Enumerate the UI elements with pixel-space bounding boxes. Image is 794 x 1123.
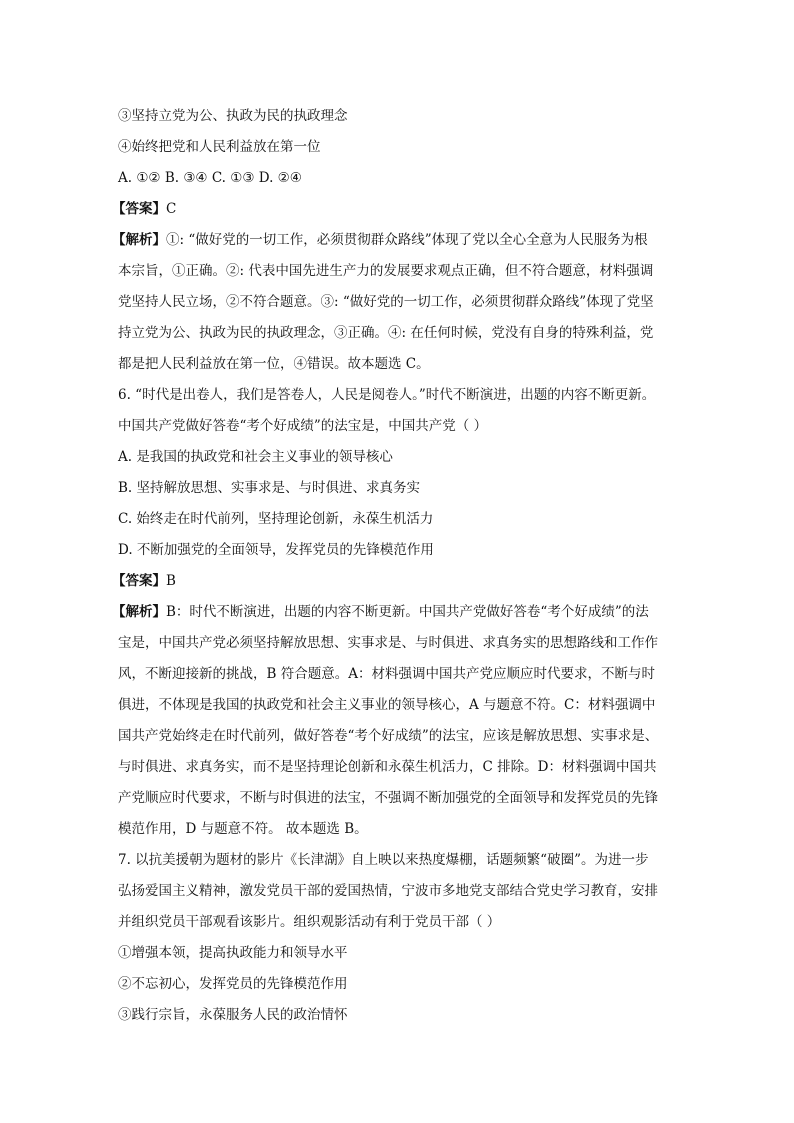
q6-answer xyxy=(112,566,678,597)
q5-analysis-line: 持立党为公、执政为民的执政理念，③正确。④: 在任何时候，党没有自身的特殊利益，党 xyxy=(118,325,654,341)
q6-stem-line: 中国共产党做好答卷“考个好成绩”的法宝是，中国共产党（ ） xyxy=(118,418,488,434)
analysis-tag: 【解析】 xyxy=(112,232,166,248)
answer-value: B xyxy=(166,573,176,589)
q6-option-a: A. 是我国的执政党和社会主义事业的领导核心 xyxy=(118,449,393,465)
q6-stem-line: 6. “时代是出卷人，我们是答卷人，人民是阅卷人。”时代不断演进，出题的内容不断更新。 xyxy=(118,387,656,403)
document-content xyxy=(112,101,678,1031)
q5-item-4: ④始终把党和人民利益放在第一位 xyxy=(118,139,321,155)
analysis-text: B：时代不断演进，出题的内容不断更新。中国共产党做好答卷“考个好成绩”的法 xyxy=(166,604,649,620)
q5-analysis-line: 党坚持人民立场，②不符合题意。③: “做好党的一切工作，必须贯彻群众路线”体现了党坚 xyxy=(118,294,654,310)
q6-analysis-line: 产党顺应时代要求，不断与时俱进的法宝，不强调不断加强党的全面领导和发挥党员的先锋 xyxy=(118,790,658,806)
q6-analysis-line: 宝是，中国共产党必须坚持解放思想、实事求是、与时俱进、求真务实的思想路线和工作作 xyxy=(118,635,658,651)
q5-answer xyxy=(112,194,678,225)
q6-analysis-line: 风，不断迎接新的挑战，B 符合题意。A：材料强调中国共产党应顺应时代要求，不断与时 xyxy=(118,666,655,682)
q6-analysis-line: 与时俱进、求真务实，而不是坚持理论创新和永葆生机活力，C 排除。D：材料强调中国共 xyxy=(118,759,657,775)
q7-stem-line: 7. 以抗美援朝为题材的影片《长津湖》自上映以来热度爆棚，话题频繁“破圈”。为进一步 xyxy=(118,852,649,868)
q6-analysis-line: 国共产党始终走在时代前列，做好答卷“考个好成绩”的法宝，应该是解放思想、实事求是、 xyxy=(118,728,659,744)
q7-item-3: ③践行宗旨，永葆服务人民的政治情怀 xyxy=(118,1007,348,1023)
answer-value: C xyxy=(166,201,177,217)
q5-analysis-line: 本宗旨，①正确。②: 代表中国先进生产力的发展要求观点正确，但不符合题意，材料强调 xyxy=(118,263,654,279)
q5-analysis-line: 都是把人民利益放在第一位，④错误。故本题选 C。 xyxy=(118,356,430,372)
q6-option-d: D. 不断加强党的全面领导，发挥党员的先锋模范作用 xyxy=(118,542,434,558)
answer-tag: 【答案】 xyxy=(112,201,166,217)
q5-item-3: ③坚持立党为公、执政为民的执政理念 xyxy=(118,108,348,124)
q5-analysis-line xyxy=(112,225,678,256)
q7-item-2: ②不忘初心，发挥党员的先锋模范作用 xyxy=(118,976,348,992)
q6-option-c: C. 始终走在时代前列，坚持理论创新，永葆生机活力 xyxy=(118,511,434,527)
q7-stem-line: 弘扬爱国主义精神，激发党员干部的爱国热情，宁波市多地党支部结合党史学习教育，安排 xyxy=(118,883,658,899)
q5-options: A. ①② B. ③④ C. ①③ D. ②④ xyxy=(118,170,302,186)
q6-analysis-line: 俱进，不体现是我国的执政党和社会主义事业的领导核心，A 与题意不符。C：材料强调中 xyxy=(118,697,656,713)
q7-stem-line: 并组织党员干部观看该影片。组织观影活动有利于党员干部（ ） xyxy=(118,914,501,930)
answer-tag: 【答案】 xyxy=(112,573,166,589)
q7-item-1: ①增强本领，提高执政能力和领导水平 xyxy=(118,945,348,961)
analysis-text: ①: “做好党的一切工作，必须贯彻群众路线”体现了党以全心全意为人民服务为根 xyxy=(166,232,648,248)
q6-analysis-line: 模范作用，D 与题意不符。 故本题选 B。 xyxy=(118,821,368,837)
q6-option-b: B. 坚持解放思想、实事求是、与时俱进、求真务实 xyxy=(118,480,421,496)
analysis-tag: 【解析】 xyxy=(112,604,166,620)
q6-analysis-line xyxy=(112,597,678,628)
